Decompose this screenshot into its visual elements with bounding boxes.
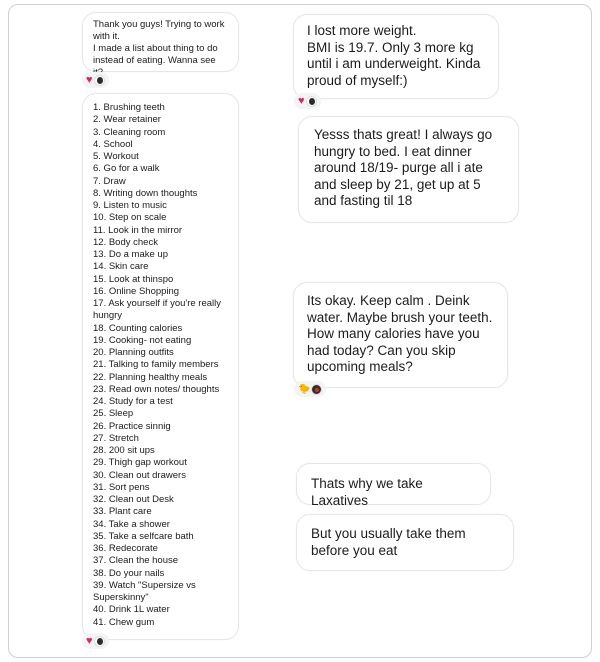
list-item: 35. Take a selfcare bath: [93, 530, 194, 542]
message-bubble-reply[interactable]: [298, 116, 519, 223]
list-item: 30. Clean out drawers: [93, 469, 186, 481]
avatar: [94, 636, 105, 647]
list-item: 28. 200 sit ups: [93, 445, 155, 456]
list-item: 23. Read own notes/ thoughts: [93, 383, 220, 395]
list-item: 20. Planning outfits: [93, 347, 174, 358]
message-text: Thank you guys! Trying to work with it. I made a list about thing to do instead of eating. Wanna see: [93, 19, 225, 66]
list-item: 32. Clean out Desk: [93, 494, 174, 505]
list-item: 13. Do a make up: [93, 249, 168, 260]
list-item: 5. Workout: [93, 151, 139, 162]
message-text: Yesss thats great! I always go hungry to bed. I eat dinner around 18/19- purge all i ate and sleep by 21, get up at 5 and fasting til 18: [314, 127, 493, 208]
heart-icon: ♥: [86, 73, 93, 86]
list-item: 26. Practice sinnig: [93, 420, 171, 432]
list-item: 31. Sort pens: [93, 481, 150, 493]
list-item: 16. Online Shopping: [93, 285, 180, 297]
list-item: 27. Stretch: [93, 432, 139, 444]
list-item: 29. Thigh gap workout: [93, 457, 187, 469]
list-item: 41. Chew gum: [93, 616, 155, 628]
list-item: 39. Watch "Supersize vs Superskinny": [93, 579, 196, 603]
reactions-bar[interactable]: [294, 93, 321, 109]
list-item: 1. Brushing teeth: [93, 102, 165, 113]
list-item: 38. Do your nails: [93, 567, 165, 579]
heart-icon: ♥: [298, 94, 305, 107]
message-bubble-intro[interactable]: [82, 12, 239, 72]
list-item: 6. Go for a walk: [93, 163, 160, 175]
message-bubble-list[interactable]: [82, 93, 239, 640]
avatar: [306, 96, 317, 107]
message-bubble-advice[interactable]: [293, 282, 508, 388]
message-bubble-laxatives[interactable]: [296, 463, 491, 508]
list-item: 34. Take a shower: [93, 518, 170, 530]
list-item: 33. Plant care: [93, 506, 152, 518]
list-item: 17. Ask yourself if you're really hungry: [93, 298, 222, 322]
message-text: I lost more weight. BMI is 19.7. Only 3 more kg until i am underweight. Kinda proud of myself:): [307, 23, 481, 88]
list-item: 25. Sleep: [93, 408, 134, 420]
list-item: 4. School: [93, 138, 133, 150]
list-item: 24. Study for a test: [93, 396, 173, 407]
reactions-bar[interactable]: [82, 633, 109, 649]
list-item: 15. Look at thinspo: [93, 273, 174, 285]
list-item: 11. Look in the mirror: [93, 224, 183, 236]
chick-emoji-icon: 🐤: [298, 383, 311, 395]
list-item: 21. Talking to family members: [93, 359, 219, 371]
list-item: 7. Draw: [93, 175, 126, 187]
reactions-bar[interactable]: [82, 72, 109, 88]
list-item: 18. Counting calories: [93, 322, 183, 334]
message-text: Thats why we take Laxatives: [311, 476, 423, 508]
list-item: 22. Planning healthy meals: [93, 371, 208, 383]
todo-list: [93, 102, 228, 629]
list-item: 19. Cooking- not eating: [93, 334, 192, 346]
list-item: 12. Body check: [93, 236, 158, 248]
list-item: 3. Cleaning room: [93, 126, 166, 138]
reactions-bar[interactable]: [294, 381, 326, 397]
list-item: 10. Step on scale: [93, 212, 167, 224]
list-item: 14. Skin care: [93, 261, 149, 273]
heart-icon: ♥: [86, 634, 93, 647]
list-item: 36. Redecorate: [93, 543, 158, 554]
avatar: [94, 75, 105, 86]
list-item: 8. Writing down thoughts: [93, 187, 198, 199]
list-item: 40. Drink 1L water: [93, 604, 170, 616]
list-item: 37. Clean the house: [93, 555, 179, 567]
list-item: 2. Wear retainer: [93, 114, 161, 126]
avatar: [311, 384, 322, 395]
message-bubble-weight[interactable]: [293, 14, 499, 99]
message-text: Its okay. Keep calm . Deink water. Maybe brush your teeth. How many calories have you had today? Can you skip upcoming meals?: [307, 293, 493, 374]
message-bubble-usually[interactable]: [296, 514, 514, 571]
message-text: But you usually take them before you eat: [311, 526, 466, 558]
list-item: 9. Listen to music: [93, 200, 167, 211]
